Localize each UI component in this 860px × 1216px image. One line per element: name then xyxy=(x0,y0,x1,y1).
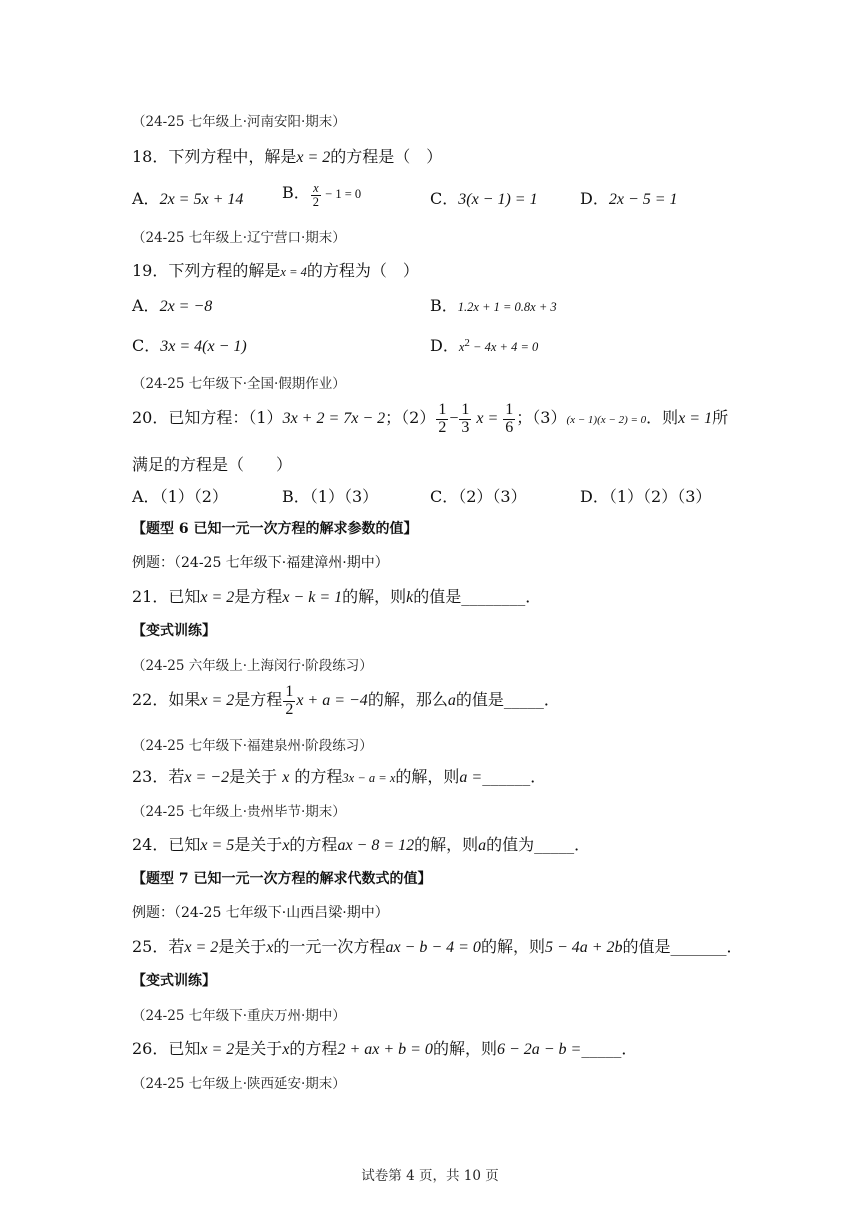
question-number: 18． xyxy=(132,147,169,166)
option-20-b: B．（1）（3） xyxy=(282,487,379,506)
source-note-19: （24-25 七年级上·辽宁营口·期末） xyxy=(132,230,346,246)
math-expression: x = 2 xyxy=(296,149,331,166)
source-note-23: （24-25 七年级下·福建泉州·阶段练习） xyxy=(132,738,373,754)
equation-1: 3x + 2 = 7x − 2 xyxy=(282,409,386,427)
equation-3: (x − 1)(x − 2) = 0 xyxy=(566,413,647,426)
option-19-a: A．2x = −8 xyxy=(132,296,213,315)
question-number: 20． xyxy=(132,407,169,427)
question-number: 26． xyxy=(132,1039,169,1058)
question-22: 22．如果x = 2是方程 $\frac{1}{2}$ x + a = −4的解，那么a的值是_____． xyxy=(132,683,560,718)
option-19-d: D．$x^2 - 4x + 4 = 0$ xyxy=(430,336,539,355)
source-note-18: （24-25 七年级上·河南安阳·期末） xyxy=(132,114,346,130)
question-23: 23．若x = −2是关于 x 的方程3x − a = x的解，则a =______． xyxy=(132,767,547,786)
source-note-24: （24-25 七年级上·贵州毕节·期末） xyxy=(132,804,346,820)
source-note-22: （24-25 六年级上·上海闵行·阶段练习） xyxy=(132,658,373,674)
question-number: 25． xyxy=(132,937,169,956)
question-number: 23． xyxy=(132,767,169,786)
section-title-7: 【题型 7 已知一元一次方程的解求代数式的值】 xyxy=(132,871,432,887)
option-18-b: B． $\frac{x}{2}$ − 1 = 0 xyxy=(282,180,362,209)
question-26: 26．已知x = 2是关于x的方程2 + ax + b = 0的解，则6 − 2a − b =_____． xyxy=(132,1039,638,1058)
option-18-a: A．2x = 5x + 14 xyxy=(132,189,244,208)
option-18-c: C．3(x − 1) = 1 xyxy=(430,189,538,208)
question-18: 18．下列方程中，解是x = 2的方程是（ ） xyxy=(132,147,443,166)
option-20-a: A．（1）（2） xyxy=(132,487,228,506)
question-number: 22． xyxy=(132,689,169,709)
question-number: 21． xyxy=(132,587,169,606)
page-footer: 试卷第 4 页，共 10 页 xyxy=(361,1168,499,1184)
source-note-20: （24-25 七年级下·全国·假期作业） xyxy=(132,376,346,392)
question-number: 19． xyxy=(132,261,169,280)
question-25: 25．若x = 2是关于x的一元一次方程ax − b − 4 = 0的解，则5 − 4a + 2b的值是_______． xyxy=(132,937,743,956)
question-number: 24． xyxy=(132,835,169,854)
option-19-c: C．3x = 4(x − 1) xyxy=(132,336,247,355)
question-20-cont: 满足的方程是（ ） xyxy=(132,455,293,474)
question-24: 24．已知x = 5是关于x的方程ax − 8 = 12的解，则a的值为_____． xyxy=(132,835,591,854)
question-21: 21．已知x = 2是方程x − k = 1的解，则k的值是________． xyxy=(132,587,542,606)
section-title-6: 【题型 6 已知一元一次方程的解求参数的值】 xyxy=(132,521,418,537)
option-20-c: C．（2）（3） xyxy=(430,487,527,506)
source-note-26: （24-25 七年级下·重庆万州·期中） xyxy=(132,1008,346,1024)
option-18-d: D．2x − 5 = 1 xyxy=(580,189,678,208)
source-note-27: （24-25 七年级上·陕西延安·期末） xyxy=(132,1076,346,1092)
option-19-b: B．1.2x + 1 = 0.8x + 3 xyxy=(430,296,557,315)
equation-2: $\frac{1}{2}$ − $\frac{1}{3}$ x = $\frac{1}{6}$ xyxy=(438,401,514,436)
question-20: 20．已知方程：（1）3x + 2 = 7x − 2；（2） $\frac{1}{2}$ − $\frac{1}{3}$ x = $\frac{1}{6}$ ；（3）(x − 1)(x − 2) = 0．则x = 1所 xyxy=(132,401,729,436)
variant-training-6: 【变式训练】 xyxy=(132,623,216,639)
variant-training-7: 【变式训练】 xyxy=(132,973,216,989)
example-label-7: 例题：（24-25 七年级下·山西吕梁·期中） xyxy=(132,905,389,921)
math-expression: x = 4 xyxy=(280,265,307,279)
option-20-d: D．（1）（2）（3） xyxy=(580,487,712,506)
question-19: 19．下列方程的解是x = 4的方程为（ ） xyxy=(132,261,419,280)
example-label-6: 例题：（24-25 七年级下·福建漳州·期中） xyxy=(132,555,389,571)
